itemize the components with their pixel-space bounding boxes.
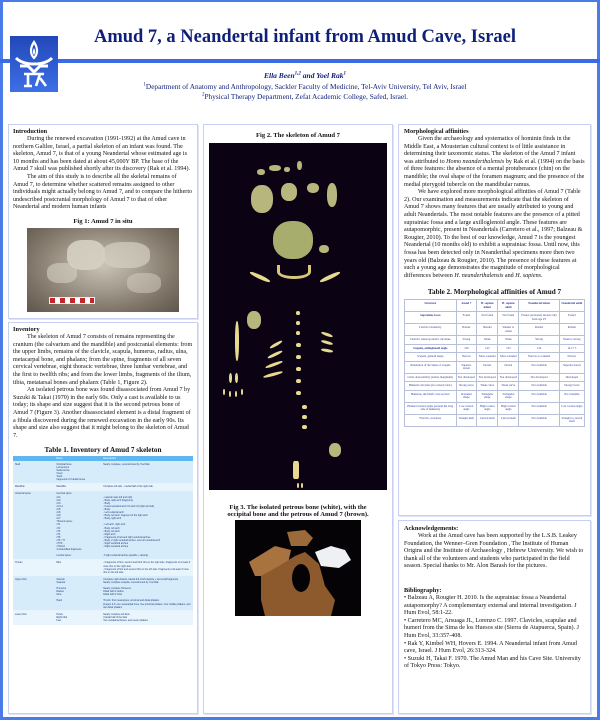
table2-cell-structure: Orientation of the Spine of scapula bbox=[405, 361, 457, 373]
table2-row bbox=[405, 344, 585, 353]
table1-cell-description bbox=[101, 461, 193, 483]
table1-cell-region: Vertebral spine bbox=[13, 490, 54, 559]
inventory-paragraph-2: An isolated petrous bone was found disassociated from Amud 7 by Suzuki & Takai (1970) in the early 60s. Only a cast is available to us today; its shape and size suggest that it is the second petrous bone of Amud 7 (Figure 3). Another disassociated element is a distal fragment of a fibula discovered during the renewed excavation in the early 90s. Its shape and size also suggest that it might belong to the skeleton of Amud 7. bbox=[13, 387, 191, 439]
table2-cell-value: 156 bbox=[456, 344, 477, 353]
table2-cell-structure: Scapula, glenoid shape bbox=[405, 353, 457, 362]
table1-bone-line: Right tibia bbox=[56, 615, 68, 619]
morphology-p1-text-b: by Rak et al. (1994) on the basis of three features: the absence of a mental protuberance (chin) on the mandible; the oval shape of the foramen magnum; and the presence of the medial pterygoid tubercle on the mandibular ramus. bbox=[404, 158, 585, 188]
table1-bone-line: vT3 bbox=[56, 529, 61, 533]
morphology-paragraph-2 bbox=[404, 189, 585, 280]
table2-cell-value: Dorsal bbox=[477, 361, 498, 373]
table2-cell-value: Not developed bbox=[456, 373, 477, 382]
table2-cell-value: More rounded bbox=[498, 353, 519, 362]
table1-bone-line: fragments of Cranial bones bbox=[56, 478, 86, 482]
table1-description-line: Nearly complete scapula, reconstructed by Yoel Rak bbox=[103, 580, 159, 584]
table2-header-sapiens-infant: H. sapiens infant bbox=[477, 300, 498, 312]
header-divider bbox=[0, 59, 600, 63]
table1-row bbox=[13, 611, 193, 624]
table2-cell-value: Narrow bbox=[456, 353, 477, 362]
table2-cell-value: Not developed bbox=[477, 373, 498, 382]
table2-cell-value: Robust bbox=[456, 324, 477, 336]
bibliography-item: • Suzuki H, Takai F. 1970. The Amud Man and his Cave Site. University of Tokyo Press: Tokyo. bbox=[404, 655, 581, 670]
table1-description-line: - Right vertebral arches bbox=[103, 541, 129, 545]
morphology-p1-species: Homo neanderthalensis bbox=[446, 158, 505, 165]
table1-description-line: Nearly complete left ilium bbox=[103, 612, 130, 616]
table1-bone-line: vC6 bbox=[56, 511, 61, 515]
table1-inventory bbox=[13, 456, 193, 624]
table2-cell-value: Developed bbox=[559, 373, 584, 382]
table1-row bbox=[13, 559, 193, 575]
table1-bone-line: Teeth bbox=[56, 475, 63, 479]
table2-row bbox=[405, 382, 585, 391]
poster-authors bbox=[70, 71, 540, 80]
poster-title: Amud 7, a Neandertal infant from Amud Cave, Israel bbox=[93, 27, 517, 47]
table1-bone-line: Scapula bbox=[56, 580, 66, 584]
table1-cell-description bbox=[101, 483, 193, 490]
affiliation-1 bbox=[70, 82, 540, 91]
morphology-p1-text-a: Given the archaeology and systematics of hominin finds in the Middle East, a Mousterian cultural context is of little assistance in determining their taxonomic status. The skeleton of the Amud 7 infant was attributed to bbox=[404, 136, 576, 165]
table1-bone-line: vUnidentified fragments bbox=[56, 548, 82, 552]
table2-cell-value: Weak bbox=[498, 336, 519, 345]
morphology-p2-text-end: . bbox=[541, 272, 543, 279]
morphology-p2-species-1: H. neanderthalensis bbox=[454, 272, 504, 279]
table1-description-line: - Right vertebral arches bbox=[103, 545, 129, 549]
bibliography-item: • Balzeau A, Rougier H. 2010. Is the suprainiac fossa a Neandertal autapomorphy? A complementary external and internal investigation. J Hum Evol, 58:1-22. bbox=[404, 594, 577, 617]
table2-cell-value: Not available bbox=[519, 414, 559, 426]
table2-cell-structure: Clavicle: Anteroposterior curvature bbox=[405, 336, 457, 345]
table1-description-line: - Left vertebral arch bbox=[103, 511, 124, 515]
table2-header-amud7: Amud 7 bbox=[456, 300, 477, 312]
table2-cell-value: Found bbox=[559, 312, 584, 324]
table2-row bbox=[405, 336, 585, 345]
table1-cell-bones bbox=[54, 559, 101, 575]
affiliation-1-mark: 1 bbox=[143, 82, 146, 88]
table2-cell-structure: Clavicle robusticity bbox=[405, 324, 457, 336]
table1-bone-line: Vocal bbox=[56, 472, 63, 476]
table1-bone-line: Thoracic spine: bbox=[56, 520, 73, 524]
table1-description-line: -3 right vertebral arches (pedicle + lamina) bbox=[103, 554, 149, 558]
affiliation-2-text: Physical Therapy Department, Zefat Academic College, Safed, Israel. bbox=[204, 92, 408, 101]
table1-description-line: - Fragments of first, second and third ribs on the right side. Fragments of at least 3 more ribs on the right side. bbox=[103, 561, 191, 568]
table1-header-description: Description bbox=[101, 456, 193, 461]
morphological-affinities-panel bbox=[398, 124, 591, 516]
table1-description-line: Distal half of radius bbox=[103, 590, 124, 594]
table1-cell-description bbox=[101, 611, 193, 624]
table2-cell-value: Not available bbox=[559, 390, 584, 402]
affiliation-1-text: Department of Anatomy and Anthropology, Sackler Faculty of Medicine, Tel-Aviv University, Tel Aviv, Israel bbox=[145, 82, 467, 91]
table1-bone-line: Humerus bbox=[56, 587, 67, 591]
table2-cell-value: Triangular shape bbox=[498, 390, 519, 402]
table2-row bbox=[405, 414, 585, 426]
table1-cell-description bbox=[101, 576, 193, 611]
table1-description-line: Fingers 2-5: one metacarpal bone, five proximal phalanx, four middle phalanx, and two distal phalanx bbox=[103, 602, 191, 609]
table1-bone-line: vC2 bbox=[56, 498, 61, 502]
table1-bone-line: Lumbar spine: bbox=[56, 554, 72, 558]
inventory-paragraph-1: The skeleton of Amud 7 consists of remains representing the cranium (the calvarium and the mandible) and postcranial elements: from the upper limbs, remains of the clavicle, scapula, humerus, radius, ulna, metacarpal bone, and phalanx; from the spine, fragments of all seven cervical vertebrae, eight thoracic vertebrae, three lumbar vertebrae, and the first to twelfth ribs; and from the lower limbs, fragments of the ilium, tibia, metatarsal bones and phalanx (Table 1, Figure 2). bbox=[13, 334, 193, 386]
table1-bone-line: Clavicle bbox=[56, 577, 65, 581]
table2-row bbox=[405, 324, 585, 336]
table2-cell-value: Strong bbox=[519, 336, 559, 345]
introduction-paragraph-2: The aim of this study is to describe all the skeletal remains of Amud 7, to determine whether scattered remains assigned to other individuals might actually belong to Amud 7, and to compare the hitherto undescribed postcranial morphology of Amud 7 to that of other Neandertal and modern human infants bbox=[13, 173, 193, 211]
table1-description-line: - Body, 2 right vertebral arches, one left vertebral arch bbox=[103, 538, 161, 542]
table1-bone-line: vC1 bbox=[56, 495, 61, 499]
table2-row bbox=[405, 361, 585, 373]
table1-bone-line: vC7 bbox=[56, 517, 61, 521]
author-2-affiliation-mark: 1 bbox=[343, 71, 346, 77]
table2-morphological-affinities bbox=[404, 299, 585, 427]
bibliography-item: • Rak Y, Kimbel WH, Hovers E. 1994. A Neandertal infant from Amud cave, Israel. J Hum Evol, 26:313-324. bbox=[404, 640, 577, 655]
table2-cell-value: Robust bbox=[519, 324, 559, 336]
table1-description-line: Distal half of Ulna bbox=[103, 593, 122, 597]
table1-description-line: - Body, left arch bbox=[103, 529, 120, 533]
table1-description-line: - Body bbox=[103, 507, 111, 511]
table2-header-structure: Structure bbox=[405, 300, 457, 312]
table1-bone-line: vT7/8 bbox=[56, 541, 63, 545]
table2-cell-structure: Suprainiac fossa bbox=[405, 312, 457, 324]
morphology-heading: Morphological affinities bbox=[404, 128, 469, 135]
table1-cell-description bbox=[101, 559, 193, 575]
table1-description-line: - Right arch bbox=[103, 532, 116, 536]
table1-bone-line: Occipital bone bbox=[56, 462, 72, 466]
table2-cell-structure: First rib, curvature bbox=[405, 414, 457, 426]
table1-description-line: - Body, right arch bbox=[103, 517, 122, 521]
table1-description-line: - Fragments of first and second ribs on the left side. Fragments of at least 3 more ribs on the left side. bbox=[103, 567, 189, 574]
table1-cell-bones bbox=[54, 461, 101, 483]
table2-cell-value: Straight to curved shaft bbox=[559, 414, 584, 426]
table1-row bbox=[13, 490, 193, 559]
table1-cell-description bbox=[101, 490, 193, 559]
frame-top-border bbox=[0, 0, 600, 2]
table2-cell-value: High torsion angle bbox=[498, 402, 519, 414]
frame-left-border bbox=[0, 0, 3, 720]
table1-caption: Table 1. Inventory of Amud 7 skeleton bbox=[44, 446, 162, 455]
table1-cell-region: Lower limb bbox=[13, 611, 54, 624]
table2-cell-value: Superior dorsal bbox=[456, 361, 477, 373]
table2-cell-value: Superior dorsal bbox=[559, 361, 584, 373]
table2-cell-value: Found bbox=[456, 312, 477, 324]
morphology-p2-species-2: H. sapiens bbox=[515, 272, 541, 279]
acknowledgements-text: Work at the Amud cave has been supported by the L.S.B. Leakey Foundation, the Wenner–Gren Foundation , The Institute of Human Origins and the Institute of Archaeology , Hebrew University. We wish to thank all of the volunteers and students who participated in the field season. Special thanks to Mr. Alon Barash for the pictures. bbox=[404, 533, 584, 570]
table1-row bbox=[13, 483, 193, 490]
table2-cell-value: Found, previously known only from age 2Y bbox=[519, 312, 559, 324]
table1-bone-line: vC3-4 bbox=[56, 504, 63, 508]
table2-cell-value: Rounded shape bbox=[456, 390, 477, 402]
inventory-heading: Inventory bbox=[13, 326, 40, 333]
table2-cell-value: Narrow bbox=[559, 353, 584, 362]
table1-description-line: Cranial half of the tibia bbox=[103, 615, 127, 619]
affiliation-2 bbox=[70, 92, 540, 101]
table1-row bbox=[13, 461, 193, 483]
table1-cell-bones bbox=[54, 483, 101, 490]
table2-cell-value: Not available bbox=[519, 390, 559, 402]
table2-cell-value: Robust bbox=[559, 324, 584, 336]
table1-description-line: - Lateral mass left and right bbox=[103, 495, 133, 499]
table2-cell-value: Weak curve bbox=[498, 382, 519, 391]
acknowledgements-heading: Acknowledgements: bbox=[404, 525, 459, 532]
table2-cell-value: Straight shaft bbox=[456, 414, 477, 426]
inventory-panel bbox=[8, 322, 198, 714]
table2-caption: Table 2. Morphological affinities of Amud 7 bbox=[427, 288, 562, 297]
table1-bone-line: Hand bbox=[56, 599, 63, 603]
table2-cell-value: Strong bbox=[456, 336, 477, 345]
table2-header-sapiens-adult: H. sapiens adult bbox=[498, 300, 519, 312]
university-logo-icon bbox=[10, 36, 58, 92]
morphology-p2-text-mid: and bbox=[503, 272, 516, 279]
table2-cell-value: Weak bbox=[477, 336, 498, 345]
table1-bone-line: Mandible bbox=[56, 485, 67, 489]
fig1-in-situ-photo bbox=[27, 228, 179, 312]
table2-cell-value: Low torsion angle bbox=[456, 402, 477, 414]
table2-cell-value: 141 ± 5 bbox=[559, 344, 584, 353]
table1-bone-line: Left petrous bbox=[56, 465, 70, 469]
introduction-heading: Introduction bbox=[13, 128, 48, 135]
table2-cell-structure: Humeral torsion angle (around the long axis of humerus) bbox=[405, 402, 457, 414]
table1-cell-region: Upper limb bbox=[13, 576, 54, 611]
table2-cell-value: Not available bbox=[519, 402, 559, 414]
table2-cell-value: 133 bbox=[498, 344, 519, 353]
introduction-panel bbox=[8, 124, 198, 319]
author-1-affiliation-mark: 1,2 bbox=[294, 71, 301, 77]
scale-bar bbox=[49, 297, 95, 304]
table2-cell-structure: Scapula, axilloglenoid angle bbox=[405, 344, 457, 353]
table2-cell-value: High torsion angle bbox=[477, 402, 498, 414]
bibliography-item: • Carretero MC, Arsuaga JL, Lorenzo C. 1997. Clavicles, scapulae and humeri from the Sima de los Huesos site (Sierra de Atapuerca, Spain). J Hum Evol, 33:357-408. bbox=[404, 617, 579, 639]
table2-row bbox=[405, 312, 585, 324]
table2-cell-structure: Humerus, mid shaft cross section bbox=[405, 390, 457, 402]
table2-cell-value: Low torsion angle bbox=[559, 402, 584, 414]
table2-cell-value: Curved shaft bbox=[477, 414, 498, 426]
table2-cell-value: Not found bbox=[477, 312, 498, 324]
fig1-caption: Fig 1: Amud 7 in situ bbox=[73, 217, 133, 225]
affiliation-2-mark: 2 bbox=[202, 92, 205, 98]
table2-row bbox=[405, 390, 585, 402]
table1-cell-region: Skull bbox=[13, 461, 54, 483]
table2-cell-value: Not developed bbox=[498, 373, 519, 382]
table1-cell-region: Thorax bbox=[13, 559, 54, 575]
table2-cell-value: Slender bbox=[477, 324, 498, 336]
table1-description-line: Complete left side , medial half of the right side bbox=[103, 485, 153, 489]
table2-header-neandertal-adult: Neandertal adult bbox=[559, 300, 584, 312]
table1-description-line: - Fused vertebral arch C3 and C4 (right and left) bbox=[103, 504, 155, 508]
bibliography-heading: Bibliography: bbox=[404, 586, 442, 594]
table1-bone-line: Sella turcica bbox=[56, 469, 70, 472]
fig3-petrous-bone-image bbox=[235, 520, 361, 616]
table2-cell-value: Weak curve bbox=[477, 382, 498, 391]
fig2-skeleton-image bbox=[209, 143, 387, 490]
figures-panel bbox=[203, 124, 393, 714]
table1-bone-line: vC6 bbox=[56, 514, 61, 518]
introduction-paragraph-1: During the renewed excavation (1991-1992) at the Amud cave in northern Galilee, Israel, a partial skeleton of an infant was found. The skeleton, Amud 7, is that of a young Neandertal whose estimated age is 10 months and has been dated at about 45,000Y BP. The base of the Amud 7 skull was published shortly after its discovery (Rak et al. 1994). bbox=[13, 136, 191, 173]
table1-bone-line: vC5 bbox=[56, 507, 61, 511]
table2-row bbox=[405, 402, 585, 414]
fig3-caption: Fig 3. The isolated petrous bone (white), with the occipital bone and the petrous of Amud 7 (brown). bbox=[227, 504, 369, 518]
table1-description-line: - Left arch, right arch bbox=[103, 523, 126, 527]
table1-cell-region: Mandible bbox=[13, 483, 54, 490]
table1-bone-line: Cervical spine: bbox=[56, 492, 73, 496]
table2-cell-value: Strong curve bbox=[456, 382, 477, 391]
morphology-p2-text-a: We have explored more morphological affinities of Amud 7 (Table 2). Our examination and measurements indicate that the skeleton of Amud 7 shows many features that are usually attributed to young and adult Neandertals. The most notable features are the presence of a pitted suprainiac fossa and a large axilloglenoid angle. These features are autapomorphic, present in Neandertals (Carretero et al., 1997; Balzeau & Rougier, 2010). To the best of our knowledge, Amud 7 is the youngest Neandertal (10 months old) to exhibit a suprainiac fossa. Until now, this fossa has been detected only in Neanderthal specimens more then two years old (Balzeau & Rougier, 2010). The presence of these features at such a young age demonstrates the magnitude of morphological differences between bbox=[404, 189, 583, 279]
acknowledgements-panel bbox=[398, 520, 591, 714]
table1-row bbox=[13, 576, 193, 611]
table2-cell-value: Strong Curve bbox=[559, 382, 584, 391]
table1-description-line: - Body, left arch bbox=[103, 526, 120, 530]
author-2: and Yoel Rak bbox=[300, 71, 344, 80]
table1-description-line: Nearly complete, reconstructed by Yoel Rak bbox=[103, 462, 150, 466]
table1-description-line: Complete right clavicle, lateral 2/3 of left clavicle + two small fragments bbox=[103, 577, 179, 581]
table2-cell-value: Narrow to rounded bbox=[519, 353, 559, 362]
table2-cell-structure: Humeral curvature (in a lateral view) bbox=[405, 382, 457, 391]
table1-bone-line: vT1 bbox=[56, 523, 61, 527]
fig2-caption: Fig 2. The skeleton of Amud 7 bbox=[256, 132, 340, 139]
table2-row bbox=[405, 353, 585, 362]
table2-cell-value: Slender to robust bbox=[498, 324, 519, 336]
table1-description-line: - Fragments of left and right vertebral arches bbox=[103, 535, 151, 539]
table1-description-line: Thumb: first metacarpus, proximal and distal phalanx bbox=[103, 599, 160, 603]
bibliography-list bbox=[404, 595, 585, 671]
table2-cell-value: Not available bbox=[519, 361, 559, 373]
table1-description-line: - Body bbox=[103, 501, 111, 505]
table1-bone-line: Ribs bbox=[56, 561, 62, 565]
table1-bone-line: vT4 bbox=[56, 532, 61, 536]
table2-cell-value: Weak to strong bbox=[559, 336, 584, 345]
table1-cell-bones bbox=[54, 611, 101, 624]
table2-cell-value: Dorsal bbox=[498, 361, 519, 373]
table1-bone-line: vT2 bbox=[56, 526, 61, 530]
table1-cell-bones bbox=[54, 576, 101, 611]
table1-description-line: Two metatarsal bones, and seven phalanx bbox=[103, 618, 148, 622]
table1-description-line: - Body, right arch (fragment) bbox=[103, 498, 133, 502]
table1-bone-line: vC3 bbox=[56, 501, 61, 505]
table1-bone-line: vT6 / T7 bbox=[56, 538, 66, 542]
table1-bone-line: Radius bbox=[56, 590, 64, 594]
table2-cell-structure: Crista dorsoaxillary (sulcus marginalis) bbox=[405, 373, 457, 382]
table2-cell-value: 145 bbox=[477, 344, 498, 353]
table1-bone-line: vT11/12 bbox=[56, 545, 65, 549]
table1-description-line: - Body, left arch, fragment of the right arch bbox=[103, 514, 148, 518]
table2-row bbox=[405, 373, 585, 382]
table1-header-bone: Bone bbox=[54, 456, 101, 461]
table1-bone-line: Feet bbox=[56, 618, 62, 622]
table1-description-line: Nearly complete Humerus bbox=[103, 587, 131, 591]
table2-cell-value: Not available bbox=[519, 382, 559, 391]
morphology-paragraph-1 bbox=[404, 136, 585, 189]
table2-cell-value: Curved shaft bbox=[498, 414, 519, 426]
table1-cell-bones bbox=[54, 490, 101, 559]
author-1: Ella Been bbox=[264, 71, 295, 80]
table2-cell-value: Not found bbox=[498, 312, 519, 324]
table1-bone-line: Pelvis bbox=[56, 612, 63, 616]
table1-bone-line: vT5 bbox=[56, 535, 61, 539]
table2-cell-value: 154 bbox=[519, 344, 559, 353]
table2-cell-value: Not developed bbox=[519, 373, 559, 382]
table2-cell-value: More rounded bbox=[477, 353, 498, 362]
table1-bone-line: Ulna bbox=[56, 593, 62, 597]
table2-cell-value: Triangular shape bbox=[477, 390, 498, 402]
table2-header-neandertal-infant: Neandertal infant bbox=[519, 300, 559, 312]
